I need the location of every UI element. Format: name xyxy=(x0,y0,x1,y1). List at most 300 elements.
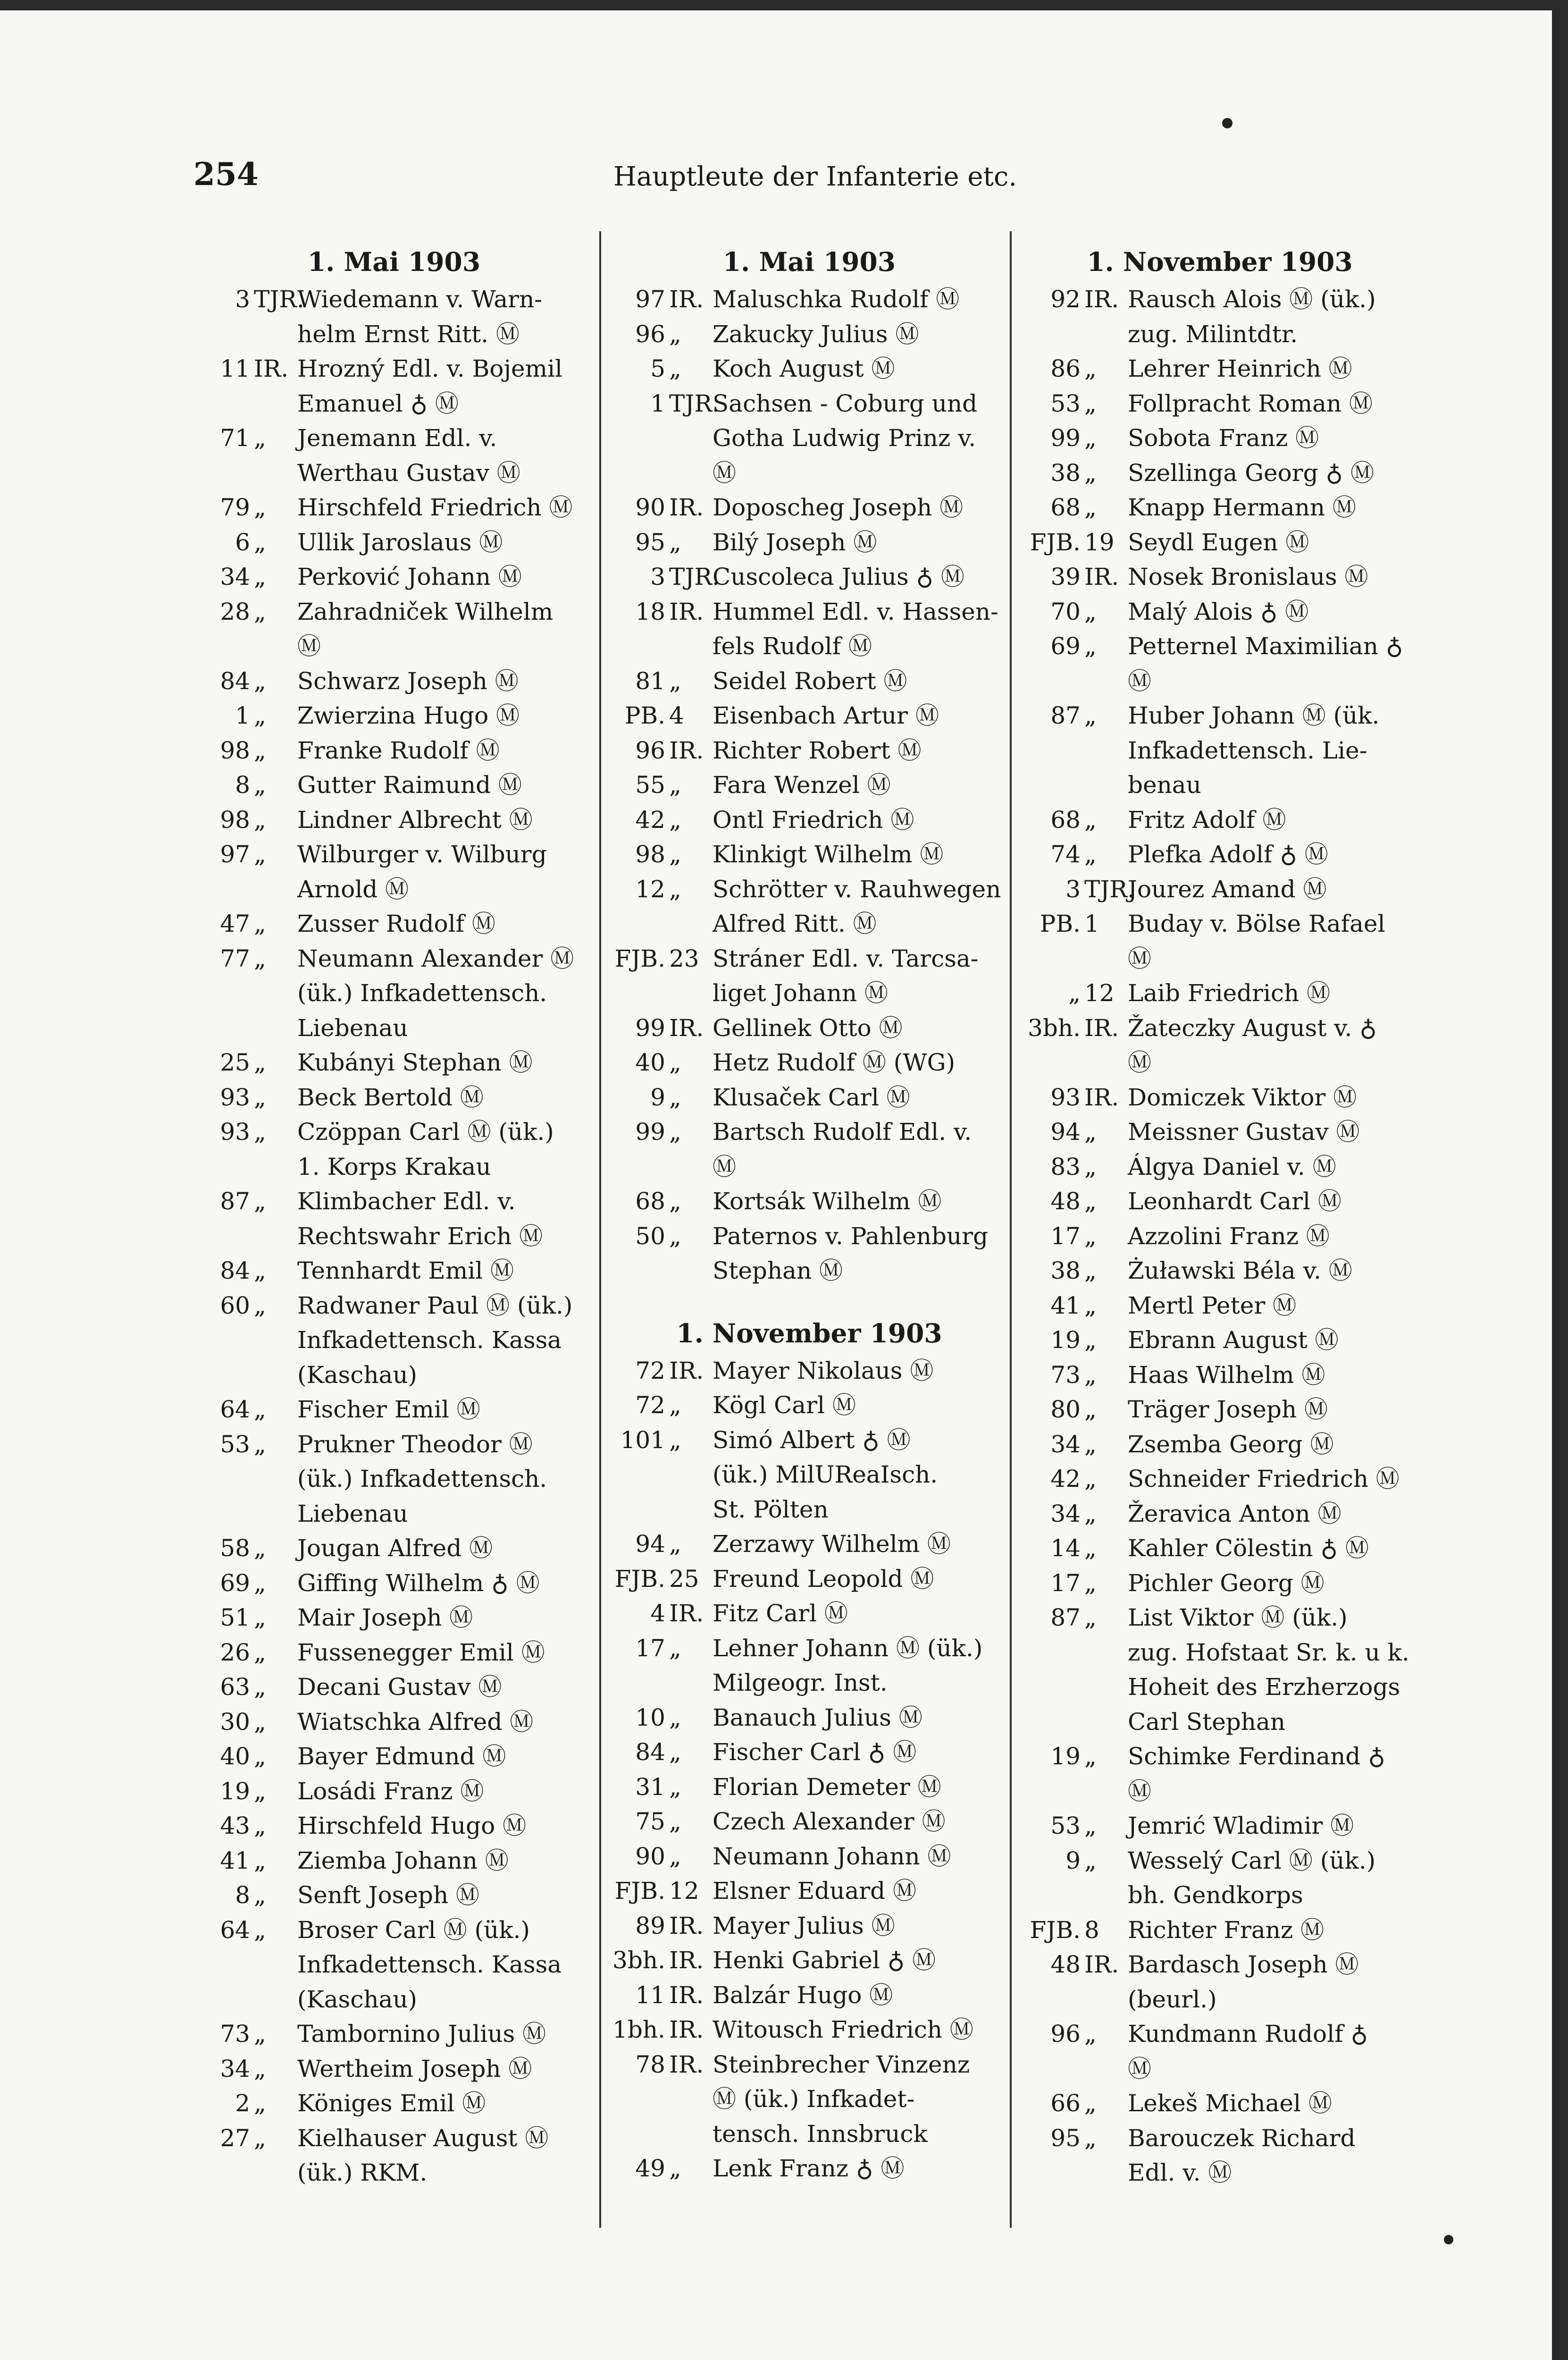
officer-text xyxy=(297,1739,595,1774)
unit-designation xyxy=(1024,1809,1128,1844)
officer-line: Liebenau xyxy=(297,1500,408,1527)
officer-text xyxy=(1128,490,1416,525)
unit-type: TJR. xyxy=(254,286,304,313)
unit-designation xyxy=(1024,2086,1128,2121)
officer-text xyxy=(297,2052,595,2087)
unit-type: „ xyxy=(1084,1291,1097,1319)
unit-designation xyxy=(1024,1115,1128,1150)
unit-type: „ xyxy=(1084,1465,1097,1492)
roster-entry xyxy=(609,282,1010,317)
officer-line: Žeravica Anton Ⓜ xyxy=(1128,1500,1342,1527)
unit-type: „ xyxy=(669,1049,681,1076)
officer-line: Schneider Friedrich Ⓜ xyxy=(1128,1465,1400,1492)
officer-text xyxy=(1128,872,1416,907)
unit-type: 25 xyxy=(669,1565,699,1593)
unit-designation xyxy=(1024,1462,1128,1497)
roster-entry xyxy=(609,1184,1010,1219)
officer-line: Wertheim Joseph Ⓜ xyxy=(297,2055,532,2082)
unit-designation xyxy=(193,1115,297,1184)
unit-type: „ xyxy=(669,2155,681,2182)
roster-entry xyxy=(609,1770,1010,1805)
officer-line: Paternos v. Pahlenburg xyxy=(713,1222,989,1250)
unit-type: „ xyxy=(1084,1396,1097,1423)
officer-line: Kögl Carl Ⓜ xyxy=(713,1391,856,1419)
unit-type: IR. xyxy=(669,2016,704,2043)
officer-text xyxy=(297,1427,595,1532)
unit-number: 68 xyxy=(1050,806,1081,834)
roster-entry xyxy=(193,768,595,803)
officer-text xyxy=(713,2013,1010,2048)
roster-entry xyxy=(1024,387,1416,421)
unit-number: 93 xyxy=(220,1083,250,1111)
unit-designation xyxy=(1024,352,1128,387)
roster-entry xyxy=(1024,1358,1416,1393)
unit-designation xyxy=(609,1423,713,1527)
unit-designation xyxy=(609,490,713,525)
officer-line: Fussenegger Emil Ⓜ xyxy=(297,1638,545,1666)
officer-text xyxy=(713,2151,1010,2186)
officer-line: Ziemba Johann Ⓜ xyxy=(297,1846,509,1874)
unit-designation xyxy=(1024,629,1128,699)
roster-entry xyxy=(609,1011,1010,1046)
unit-number: 64 xyxy=(220,1916,250,1944)
roster-entry xyxy=(1024,1913,1416,1948)
unit-designation xyxy=(1024,1184,1128,1219)
roster-entry xyxy=(1024,1739,1416,1809)
unit-designation xyxy=(609,1909,713,1944)
officer-line: Hirschfeld Friedrich Ⓜ xyxy=(297,494,573,521)
unit-designation xyxy=(193,525,297,560)
officer-text xyxy=(297,1774,595,1809)
unit-designation xyxy=(1024,1254,1128,1289)
unit-designation xyxy=(609,2048,713,2152)
unit-number: 96 xyxy=(1050,2020,1081,2048)
officer-line: Mayer Nikolaus Ⓜ xyxy=(713,1357,934,1384)
unit-number: 87 xyxy=(1050,1604,1081,1631)
unit-type: IR. xyxy=(254,355,289,382)
officer-text xyxy=(713,317,1010,352)
officer-text xyxy=(713,1909,1010,1944)
unit-designation xyxy=(1024,699,1128,803)
unit-designation xyxy=(193,733,297,768)
unit-type: „ xyxy=(254,1708,266,1736)
officer-line: Álgya Daniel v. Ⓜ xyxy=(1128,1153,1336,1180)
unit-number: 63 xyxy=(220,1673,250,1701)
unit-type: „ xyxy=(254,1396,266,1423)
unit-number: 11 xyxy=(635,1981,665,2009)
roster-entry xyxy=(609,560,1010,595)
roster-entry xyxy=(193,664,595,699)
unit-type: „ xyxy=(254,1083,266,1111)
unit-number: 93 xyxy=(220,1118,250,1146)
unit-number: 42 xyxy=(1050,1465,1081,1492)
officer-line: Schrötter v. Rauhwegen xyxy=(713,875,1001,903)
officer-line: Malý Alois ♁ Ⓜ xyxy=(1128,598,1309,625)
roster-entry xyxy=(193,1635,595,1670)
unit-type: „ xyxy=(669,528,681,556)
unit-type: „ xyxy=(254,667,266,695)
roster-entry xyxy=(609,1045,1010,1080)
officer-line: Jourez Amand Ⓜ xyxy=(1128,875,1327,903)
unit-type: „ xyxy=(254,2055,266,2082)
officer-text xyxy=(713,595,1010,664)
officer-line: Huber Johann Ⓜ (ük. xyxy=(1128,702,1380,729)
unit-designation xyxy=(193,560,297,595)
officer-line: Bardasch Joseph Ⓜ xyxy=(1128,1951,1359,1978)
officer-line: Zsemba Georg Ⓜ xyxy=(1128,1430,1334,1458)
officer-line: Seydl Eugen Ⓜ xyxy=(1128,528,1309,556)
officer-text xyxy=(297,1566,595,1601)
unit-designation xyxy=(609,699,713,733)
unit-type: „ xyxy=(669,355,681,382)
roster-column-2 xyxy=(609,245,1010,2247)
unit-designation xyxy=(1024,1913,1128,1948)
roster-entry xyxy=(193,525,595,560)
officer-text xyxy=(1128,629,1416,699)
officer-line: Zakucky Julius Ⓜ xyxy=(713,320,919,348)
officer-text xyxy=(713,1701,1010,1736)
roster-entry xyxy=(1024,2121,1416,2191)
officer-line: Klinkigt Wilhelm Ⓜ xyxy=(713,841,944,868)
unit-designation xyxy=(193,595,297,664)
unit-type: „ xyxy=(1084,1188,1097,1215)
roster-entry xyxy=(193,2086,595,2121)
unit-designation xyxy=(1024,1011,1128,1080)
officer-line: Kundmann Rudolf ♁ xyxy=(1128,2020,1368,2048)
unit-number: 3 xyxy=(235,286,250,313)
unit-designation xyxy=(193,2121,297,2191)
unit-number: FJB. xyxy=(614,1565,665,1593)
officer-text xyxy=(297,2017,595,2052)
unit-type: „ xyxy=(1084,1326,1097,1354)
unit-number: 25 xyxy=(220,1049,250,1076)
officer-line: Lenk Franz ♁ Ⓜ xyxy=(713,2155,905,2182)
unit-number: 3 xyxy=(1065,875,1081,903)
unit-designation xyxy=(609,1115,713,1184)
roster-entry xyxy=(1024,1392,1416,1427)
officer-text xyxy=(1128,1497,1416,1532)
officer-text xyxy=(713,664,1010,699)
officer-text xyxy=(1128,1601,1416,1739)
unit-designation xyxy=(193,282,304,352)
officer-line: (ük.) MilUReaIsch. xyxy=(713,1461,938,1488)
unit-designation xyxy=(193,1289,297,1393)
roster-entry xyxy=(1024,1289,1416,1323)
unit-designation xyxy=(1024,387,1128,421)
roster-entry xyxy=(193,1913,595,2017)
officer-line: Träger Joseph Ⓜ xyxy=(1128,1396,1328,1423)
unit-number: 99 xyxy=(635,1014,665,1042)
unit-type: „ xyxy=(254,1118,266,1146)
officer-line: Stephan Ⓜ xyxy=(713,1257,843,1284)
unit-type: „ xyxy=(669,1773,681,1801)
unit-type: „ xyxy=(1084,1118,1097,1146)
unit-designation xyxy=(1024,2121,1128,2191)
unit-type: „ xyxy=(254,1291,266,1319)
unit-number: 93 xyxy=(1050,1083,1081,1111)
unit-number: 90 xyxy=(635,494,665,521)
officer-line: zug. Milintdtr. xyxy=(1128,320,1298,348)
officer-line: Emanuel ♁ Ⓜ xyxy=(297,389,459,417)
unit-type: „ xyxy=(669,1842,681,1870)
roster-entry xyxy=(1024,490,1416,525)
unit-number: 83 xyxy=(1050,1153,1081,1180)
unit-number: 77 xyxy=(220,944,250,972)
roster-entry xyxy=(1024,1809,1416,1844)
unit-number: 72 xyxy=(635,1357,665,1384)
section-date-heading: 1. Mai 1903 xyxy=(307,246,481,277)
roster-entry xyxy=(1024,352,1416,387)
unit-number: 48 xyxy=(1050,1188,1081,1215)
page-number: 254 xyxy=(193,156,259,193)
officer-line: (beurl.) xyxy=(1128,1985,1217,2013)
officer-text xyxy=(297,1844,595,1879)
unit-type: „ xyxy=(669,320,681,348)
officer-text xyxy=(1128,2121,1416,2191)
roster-column-3 xyxy=(1024,245,1416,2247)
officer-text xyxy=(713,1115,1010,1184)
unit-designation xyxy=(609,837,713,872)
unit-number: 8 xyxy=(235,1881,250,1909)
unit-number: 101 xyxy=(620,1426,665,1454)
officer-text xyxy=(297,1705,595,1740)
unit-designation xyxy=(1024,1427,1128,1462)
officer-text xyxy=(1128,1809,1416,1844)
unit-designation xyxy=(609,282,713,317)
unit-number: 47 xyxy=(220,910,250,937)
officer-line: Jenemann Edl. v. xyxy=(297,424,497,452)
unit-designation xyxy=(609,1080,713,1115)
unit-designation xyxy=(193,1878,297,1913)
officer-line: Lindner Albrecht Ⓜ xyxy=(297,806,533,834)
officer-line: Koch August Ⓜ xyxy=(713,355,895,382)
officer-text xyxy=(1128,1080,1416,1115)
unit-designation xyxy=(609,768,713,803)
unit-type: „ xyxy=(254,1188,266,1215)
roster-entry xyxy=(1024,976,1416,1011)
unit-number: 86 xyxy=(1050,355,1081,382)
unit-type: „ xyxy=(254,910,266,937)
unit-type: „ xyxy=(669,1222,681,1250)
officer-line: Infkadettensch. Kassa xyxy=(297,1951,562,1978)
unit-designation xyxy=(1024,1844,1128,1913)
unit-number: 51 xyxy=(220,1604,250,1631)
officer-line: Florian Demeter Ⓜ xyxy=(713,1773,941,1801)
roster-entry xyxy=(193,1115,595,1184)
unit-type: „ xyxy=(254,736,266,764)
unit-type: 8 xyxy=(1084,1916,1099,1944)
officer-line: Hoheit des Erzherzogs xyxy=(1128,1673,1400,1701)
unit-number: 1bh. xyxy=(612,2016,665,2043)
officer-line: Fara Wenzel Ⓜ xyxy=(713,771,891,799)
unit-designation xyxy=(609,1874,713,1909)
unit-type: „ xyxy=(254,1846,266,1874)
officer-line: Ⓜ (ük.) Infkadet- xyxy=(713,2085,915,2113)
officer-line: Klusaček Carl Ⓜ xyxy=(713,1083,910,1111)
unit-type: „ xyxy=(1084,389,1097,417)
officer-line: Perković Johann Ⓜ xyxy=(297,563,522,590)
unit-type: „ xyxy=(669,1188,681,1215)
unit-number: 19 xyxy=(1050,1743,1081,1770)
unit-number: 40 xyxy=(220,1743,250,1770)
officer-line: Henki Gabriel ♁ Ⓜ xyxy=(713,1947,936,1974)
officer-line: Nosek Bronislaus Ⓜ xyxy=(1128,563,1368,590)
roster-entry xyxy=(609,2013,1010,2048)
unit-number: 34 xyxy=(220,2055,250,2082)
unit-number: 72 xyxy=(635,1391,665,1419)
officer-line: Azzolini Franz Ⓜ xyxy=(1128,1222,1330,1250)
unit-number: 90 xyxy=(635,1842,665,1870)
officer-line: Schimke Ferdinand ♁ xyxy=(1128,1743,1385,1770)
unit-type: „ xyxy=(254,1812,266,1839)
officer-text xyxy=(297,1878,595,1913)
roster-entry xyxy=(1024,1497,1416,1532)
unit-type: „ xyxy=(254,563,266,590)
roster-entry xyxy=(193,2017,595,2052)
unit-number: 87 xyxy=(220,1188,250,1215)
unit-number: 92 xyxy=(1050,286,1081,313)
roster-entry xyxy=(1024,1844,1416,1913)
officer-line: Leonhardt Carl Ⓜ xyxy=(1128,1188,1342,1215)
unit-number: 26 xyxy=(220,1638,250,1666)
unit-number: 73 xyxy=(1050,1361,1081,1389)
unit-designation xyxy=(1024,803,1128,838)
unit-type: 23 xyxy=(669,944,699,972)
roster-entry xyxy=(1024,1566,1416,1601)
roster-entry xyxy=(1024,1462,1416,1497)
unit-number: 19 xyxy=(220,1777,250,1805)
roster-entry xyxy=(1024,1150,1416,1185)
officer-line: Ⓜ xyxy=(1128,667,1151,695)
officer-text xyxy=(1128,907,1416,976)
unit-number: 8 xyxy=(235,771,250,799)
unit-designation xyxy=(609,1562,713,1597)
officer-line: Jougan Alfred Ⓜ xyxy=(297,1534,493,1562)
roster-entry xyxy=(193,560,595,595)
unit-type: 4 xyxy=(669,702,684,729)
officer-text xyxy=(713,872,1010,942)
unit-designation xyxy=(1024,2017,1128,2086)
officer-text xyxy=(297,942,595,1046)
officer-text xyxy=(713,1631,1010,1701)
unit-designation xyxy=(193,421,297,490)
roster-entry xyxy=(193,907,595,942)
officer-line: Wiedemann v. Warn- xyxy=(297,286,543,313)
unit-type: „ xyxy=(669,806,681,834)
officer-line: Rechtswahr Erich Ⓜ xyxy=(297,1222,543,1250)
unit-type: „ xyxy=(1084,1361,1097,1389)
unit-designation xyxy=(193,352,297,421)
officer-line: Cuscoleca Julius ♁ Ⓜ xyxy=(713,563,964,590)
officer-line: Tambornino Julius Ⓜ xyxy=(297,2020,546,2048)
unit-number: 89 xyxy=(635,1912,665,1939)
unit-number: 41 xyxy=(220,1846,250,1874)
unit-number: 94 xyxy=(1050,1118,1081,1146)
roster-entry xyxy=(193,282,595,352)
officer-text xyxy=(297,352,595,421)
roster-entry xyxy=(193,1566,595,1601)
officer-line: Beck Bertold Ⓜ xyxy=(297,1083,484,1111)
officer-line: Mair Joseph Ⓜ xyxy=(297,1604,473,1631)
roster-entry xyxy=(193,699,595,733)
unit-type: IR. xyxy=(669,286,704,313)
officer-line: Szellinga Georg ♁ Ⓜ xyxy=(1128,459,1374,487)
unit-designation xyxy=(193,1635,297,1670)
page-header xyxy=(193,156,1426,212)
officer-text xyxy=(713,1011,1010,1046)
unit-type: „ xyxy=(254,702,266,729)
unit-designation xyxy=(609,803,713,838)
officer-line: Simó Albert ♁ Ⓜ xyxy=(713,1426,911,1454)
unit-designation xyxy=(609,352,713,387)
officer-line: Zwierzina Hugo Ⓜ xyxy=(297,702,520,729)
unit-designation xyxy=(609,1045,713,1080)
unit-number: PB. xyxy=(624,702,665,729)
unit-type: „ xyxy=(254,1049,266,1076)
unit-designation xyxy=(1024,1601,1128,1739)
unit-type: „ xyxy=(254,944,266,972)
unit-type: „ xyxy=(254,1673,266,1701)
officer-text xyxy=(1128,1323,1416,1358)
unit-designation xyxy=(609,595,713,664)
roster-entry xyxy=(609,1909,1010,1944)
officer-line: Eisenbach Artur Ⓜ xyxy=(713,702,939,729)
roster-entry xyxy=(193,1601,595,1635)
officer-text xyxy=(1128,976,1416,1011)
roster-entry xyxy=(193,1254,595,1289)
officer-text xyxy=(297,803,595,838)
officer-text xyxy=(1128,803,1416,838)
officer-line: fels Rudolf Ⓜ xyxy=(713,632,872,660)
officer-text xyxy=(1128,1739,1416,1809)
officer-line: Zahradniček Wilhelm xyxy=(297,598,553,625)
officer-text xyxy=(297,1115,595,1184)
unit-number: 42 xyxy=(635,806,665,834)
unit-type: „ xyxy=(1084,598,1097,625)
roster-entry xyxy=(609,1978,1010,2013)
officer-text xyxy=(713,942,1010,1011)
officer-text xyxy=(1128,1844,1416,1913)
roster-entry xyxy=(1024,837,1416,872)
unit-designation xyxy=(1024,560,1128,595)
unit-designation xyxy=(193,699,297,733)
roster-entry xyxy=(609,1839,1010,1874)
unit-type: „ xyxy=(669,667,681,695)
officer-line: Wilburger v. Wilburg xyxy=(297,841,547,868)
officer-text xyxy=(297,1289,595,1393)
officer-line: Sachsen - Coburg und xyxy=(713,389,978,417)
unit-designation xyxy=(1024,1080,1128,1115)
officer-text xyxy=(1128,1566,1416,1601)
officer-line: Alfred Ritt. Ⓜ xyxy=(713,910,877,937)
officer-line: Gotha Ludwig Prinz v. xyxy=(713,424,976,452)
roster-entry xyxy=(193,1844,595,1879)
unit-designation xyxy=(609,2013,713,2048)
officer-line: Barouczek Richard xyxy=(1128,2124,1356,2152)
unit-number: 84 xyxy=(220,1257,250,1284)
roster-entry xyxy=(609,1219,1010,1289)
roster-entry xyxy=(193,1392,595,1427)
officer-text xyxy=(713,490,1010,525)
officer-line: Neumann Johann Ⓜ xyxy=(713,1842,951,1870)
officer-line: List Viktor Ⓜ (ük.) xyxy=(1128,1604,1348,1631)
unit-designation xyxy=(193,1670,297,1705)
unit-number: FJB. xyxy=(614,944,665,972)
officer-text xyxy=(1128,837,1416,872)
unit-designation xyxy=(193,490,297,525)
unit-designation xyxy=(1024,490,1128,525)
unit-number: FJB. xyxy=(1030,528,1081,556)
